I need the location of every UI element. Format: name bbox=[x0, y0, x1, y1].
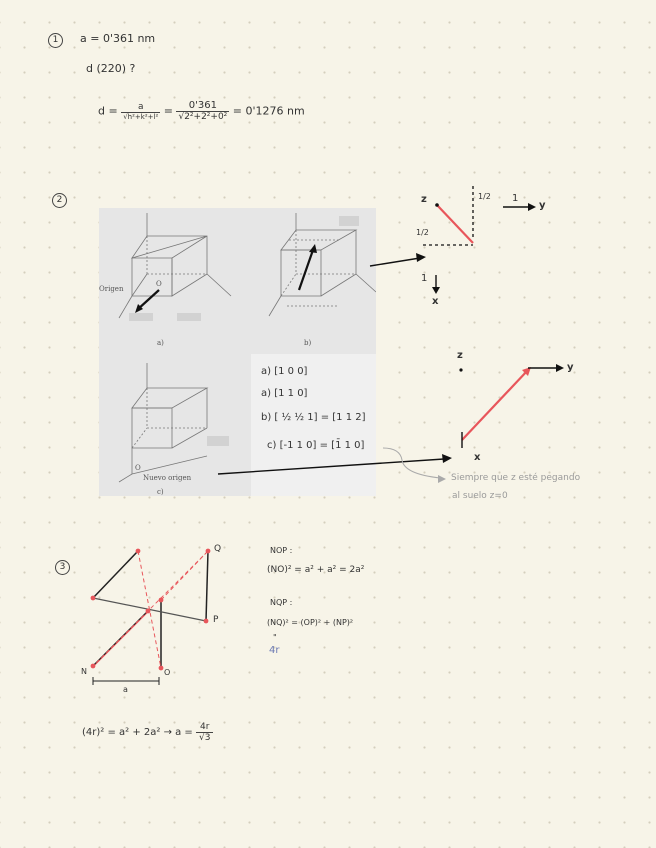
diagram1-x-label: x bbox=[432, 296, 439, 307]
diagram1-x-arrowhead bbox=[432, 287, 440, 294]
note-line-2: al suelo z=0 bbox=[452, 491, 508, 501]
final-equation-lhs: (4r)² = a² + 2a² → a = bbox=[82, 727, 193, 738]
cube-b-vector-head bbox=[309, 244, 317, 253]
diagram2-y-arrowhead bbox=[556, 364, 564, 372]
note-bracket-head bbox=[438, 475, 446, 483]
nqp-title: NQP : bbox=[270, 598, 293, 607]
formula-fraction-1 bbox=[121, 102, 160, 121]
vertex-front-top bbox=[159, 598, 164, 603]
answer-b: b) [ ½ ½ 1] = [1 1 2] bbox=[261, 412, 366, 423]
diagram2-x-label: x bbox=[474, 452, 481, 463]
diagram1-half-z-label: 1/2 bbox=[416, 228, 429, 237]
vertex-top-left bbox=[136, 549, 141, 554]
section-number-2: 2 bbox=[52, 193, 67, 208]
cube-b-vector bbox=[299, 250, 313, 290]
dimension-a-label: a bbox=[123, 685, 128, 694]
vertex-o-label: O bbox=[164, 668, 171, 677]
nop-title: NOP : bbox=[270, 546, 293, 555]
formula-result: = 0'1276 nm bbox=[232, 104, 305, 118]
vertex-left bbox=[91, 596, 96, 601]
fraction-2-denominator: √2²+2²+0² bbox=[178, 112, 228, 122]
formula-equals: = bbox=[163, 104, 173, 118]
arrow-to-diagram-1 bbox=[370, 258, 420, 266]
diagram1-half-y-label: 1/2 bbox=[478, 192, 491, 201]
cube-b bbox=[269, 213, 376, 316]
diagram2-z-dot bbox=[459, 368, 462, 371]
section-number-3: 3 bbox=[55, 560, 70, 575]
diagram1-one-y-label: 1 bbox=[512, 193, 519, 204]
diagram1-one-x-label: 1 bbox=[421, 273, 428, 284]
arrow-to-diagram-2-head bbox=[442, 454, 452, 463]
interplanar-formula bbox=[98, 100, 305, 122]
cube-b-tag bbox=[339, 216, 359, 226]
edge-horizontal bbox=[93, 598, 206, 621]
cube-c-tag bbox=[207, 436, 229, 446]
edge-top-left bbox=[93, 551, 138, 598]
diagram2-y-label: y bbox=[567, 362, 574, 373]
fraction-1-numerator: a bbox=[121, 102, 160, 113]
diagonal-red-2 bbox=[93, 551, 208, 666]
answer-a-1: a) [1 0 0] bbox=[261, 366, 308, 377]
edge-mid-left-red bbox=[95, 610, 150, 665]
formula-fraction-2 bbox=[176, 100, 229, 122]
nop-equation: (NO)² = a² + a² = 2a² bbox=[267, 565, 365, 575]
vertex-n bbox=[91, 664, 96, 669]
vertex-p-label: P bbox=[213, 615, 219, 625]
fraction-2-numerator: 0'361 bbox=[176, 100, 229, 112]
final-equation bbox=[82, 722, 213, 743]
arrow-to-diagram-1-head bbox=[416, 253, 426, 262]
edge-right-vertical bbox=[206, 551, 208, 621]
vertex-o bbox=[159, 666, 164, 671]
final-fraction-denominator: √3 bbox=[199, 733, 211, 743]
vertex-q bbox=[206, 549, 211, 554]
given-lattice-parameter: a = 0'361 nm bbox=[80, 32, 156, 45]
diagram2-vector bbox=[462, 370, 528, 440]
diagram2-vector-head bbox=[522, 367, 531, 376]
cube-a-tag-1 bbox=[129, 313, 153, 321]
cube-a bbox=[119, 213, 231, 318]
four-r-label: 4r bbox=[269, 645, 280, 656]
question-d220: d (220) ? bbox=[86, 62, 136, 75]
answer-a-2: a) [1 1 0] bbox=[261, 388, 308, 399]
vertex-p bbox=[204, 619, 209, 624]
diagram1-z-label: z bbox=[421, 194, 427, 205]
section-number-1: 1 bbox=[48, 33, 63, 48]
edge-mid-left bbox=[93, 611, 148, 666]
cube-c bbox=[119, 363, 207, 482]
direction-answers-panel bbox=[251, 354, 376, 496]
origen-label: Origen bbox=[99, 285, 124, 293]
figure-a-caption: a) bbox=[157, 339, 164, 347]
figure-b-caption: b) bbox=[304, 339, 312, 347]
nqp-equals-mark: " bbox=[273, 633, 277, 642]
vertex-center bbox=[146, 609, 151, 614]
diagram1-point bbox=[435, 203, 439, 207]
note-bracket bbox=[383, 448, 440, 478]
origin-o-label-c: O bbox=[135, 464, 141, 472]
vertex-q-label: Q bbox=[214, 544, 222, 554]
diagram1-vector bbox=[437, 205, 473, 243]
answer-c: c) [-1 1 0] = [1̄ 1 0] bbox=[267, 440, 365, 451]
nqp-equation: (NQ)² = (OP)² + (NP)² bbox=[267, 618, 354, 627]
nuevo-origen-label: Nuevo origen bbox=[143, 474, 192, 482]
figure-c-caption: c) bbox=[157, 488, 164, 496]
final-fraction bbox=[196, 722, 213, 743]
diagonal-red-1 bbox=[138, 551, 161, 668]
origin-o-label-a: O bbox=[156, 280, 162, 288]
note-line-1: Siempre que z esté pegando bbox=[451, 473, 581, 483]
edge-to-q bbox=[161, 551, 208, 600]
diagram2-z-label: z bbox=[457, 350, 463, 361]
vertex-n-label: N bbox=[81, 667, 87, 676]
fraction-1-denominator: √h²+k²+l² bbox=[123, 112, 159, 121]
final-fraction-numerator: 4r bbox=[196, 722, 213, 733]
formula-lhs: d = bbox=[98, 104, 118, 118]
cube-a-tag-2 bbox=[177, 313, 201, 321]
diagram1-y-label: y bbox=[539, 200, 546, 211]
diagram1-y-arrowhead bbox=[528, 203, 536, 211]
